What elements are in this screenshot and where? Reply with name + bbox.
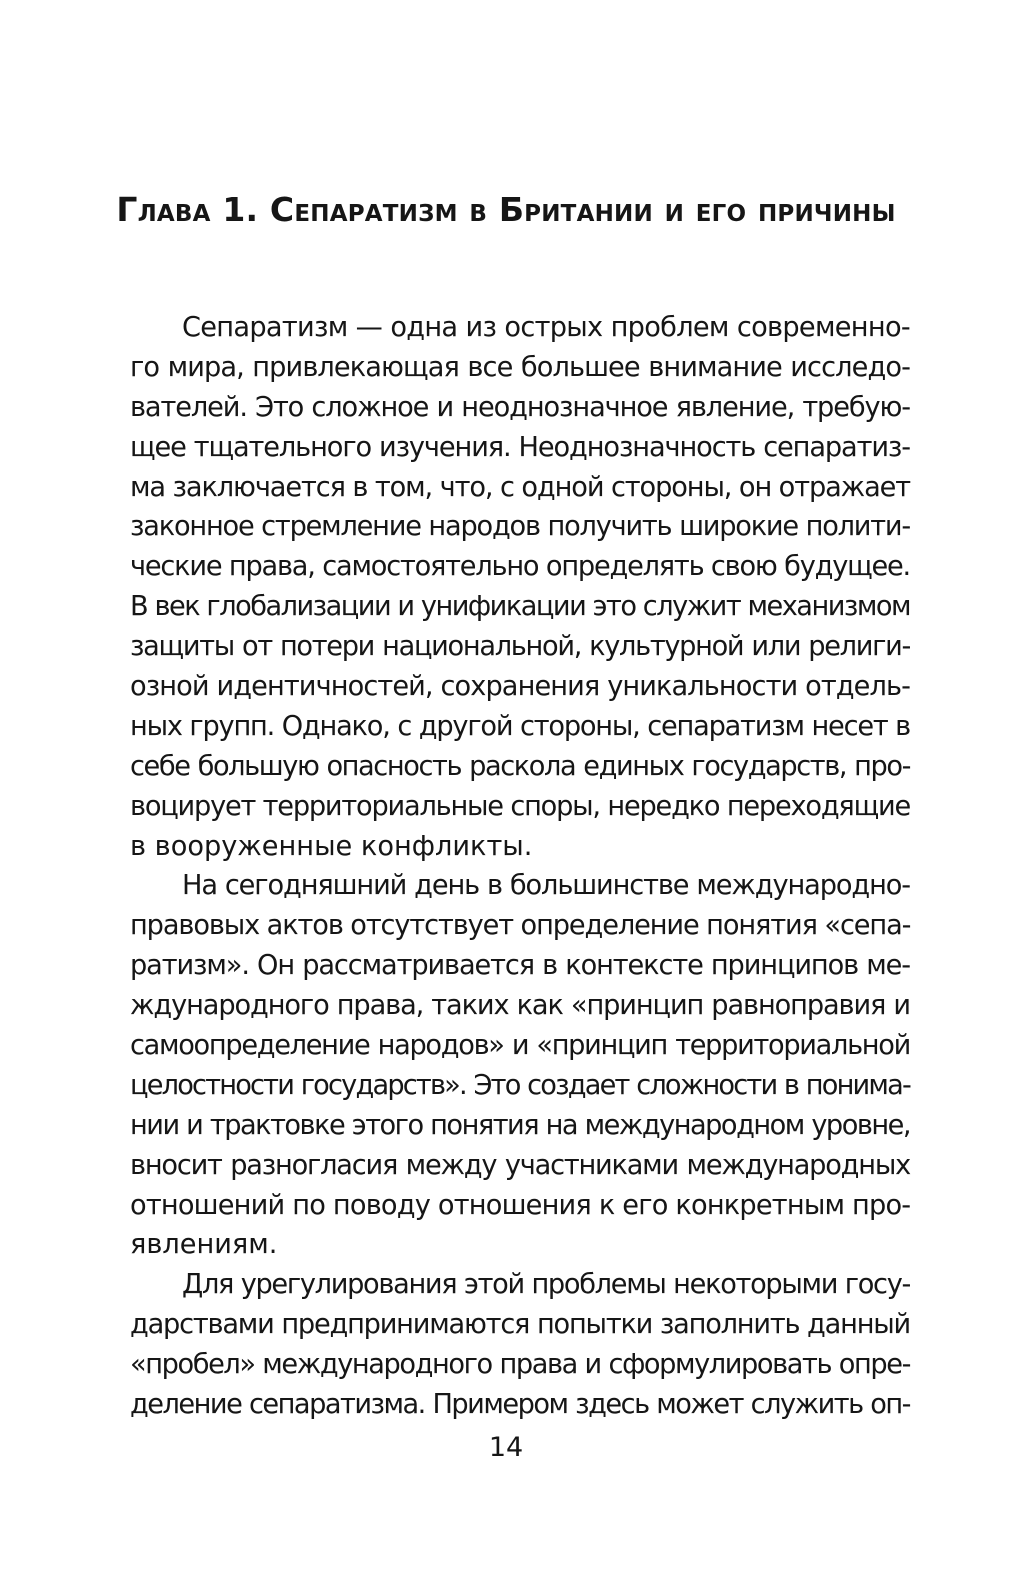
- text-line: в вооруженные конфликты.: [130, 830, 533, 862]
- text-line: целостности государств». Это создает сложности в понима-: [130, 1069, 910, 1101]
- text-line: Для урегулирования этой проблемы некоторыми госу-: [182, 1269, 910, 1301]
- text-line: законное стремление народов получить широкие полити-: [130, 511, 910, 543]
- body-text: [130, 308, 910, 1425]
- text-line: го мира, привлекающая все большее внимание исследо-: [130, 351, 910, 383]
- text-line: воцирует территориальные споры, нередко переходящие: [130, 790, 910, 822]
- text-line: деление сепаратизма. Примером здесь может служить оп-: [130, 1389, 910, 1421]
- text-line: вателей. Это сложное и неоднозначное явление, требую-: [130, 391, 910, 423]
- text-line: защиты от потери национальной, культурной или религи-: [130, 631, 910, 663]
- text-line: В век глобализации и унификации это служит механизмом: [130, 591, 910, 623]
- text-line: ных групп. Однако, с другой стороны, сепаратизм несет в: [130, 710, 910, 742]
- text-line: озной идентичностей, сохранения уникальности отдель-: [130, 671, 910, 703]
- text-line: отношений по поводу отношения к его конкретным про-: [130, 1189, 911, 1221]
- text-line: нии и трактовке этого понятия на международном уровне,: [130, 1109, 910, 1141]
- paragraph: [130, 1265, 910, 1425]
- paragraph: [130, 308, 910, 866]
- text-line: ратизм». Он рассматривается в контексте принципов ме-: [130, 950, 910, 982]
- text-line: дарствами предпринимаются попытки заполнить данный: [130, 1309, 910, 1341]
- page-number: 14: [488, 1432, 524, 1463]
- text-line: ждународного права, таких как «принцип равноправия и: [130, 990, 910, 1022]
- text-line: вносит разногласия между участниками международных: [130, 1149, 910, 1181]
- chapter-title: Глава 1. Сепаратизм в Британии и его причины: [116, 190, 896, 229]
- text-line: явлениям.: [130, 1229, 278, 1261]
- text-line: «пробел» международного права и сформулировать опре-: [130, 1349, 910, 1381]
- text-line: ческие права, самостоятельно определять свою будущее.: [130, 551, 910, 583]
- text-line: правовых актов отсутствует определение понятия «сепа-: [130, 910, 911, 942]
- text-line: себе большую опасность раскола единых государств, про-: [130, 750, 910, 782]
- paragraph: [130, 866, 910, 1265]
- text-line: ма заключается в том, что, с одной стороны, он отражает: [130, 471, 910, 503]
- text-line: щее тщательного изучения. Неоднозначность сепаратиз-: [130, 431, 910, 463]
- text-line: Сепаратизм — одна из острых проблем современно-: [182, 312, 910, 343]
- text-line: самоопределение народов» и «принцип территориальной: [130, 1030, 910, 1062]
- text-line: На сегодняшний день в большинстве международно-: [182, 870, 910, 902]
